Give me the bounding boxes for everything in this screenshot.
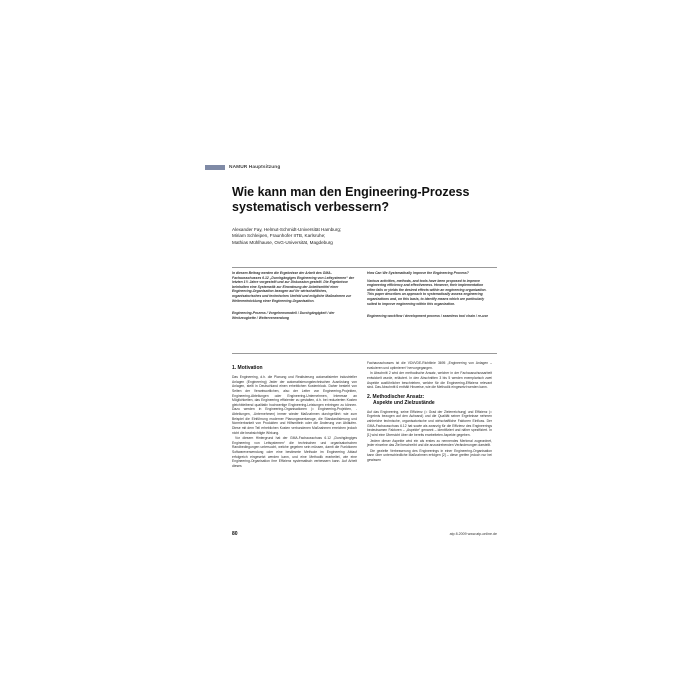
paragraph: Die gezielte Verbesserung des Engineerings in einer Engineering-Organisation kann über unterschiedliche Maßnahmen erfolgen [2] – diese greifen jedoch nur bei gewissen xyxy=(367,448,492,462)
paragraph: Fachausschusses ist die VDI/VDE-Richtlinie 3695 „Engineering von Anlagen – evaluieren und optimieren“ hervorgegangen. xyxy=(367,361,492,370)
article-title-line-2: systematisch verbessern? xyxy=(232,199,390,214)
abstract-english-title: How Can We Systematically Improve the Engineering Process? xyxy=(367,271,469,275)
paragraph: Vor diesem Hintergrund hat der GMA-Fachausschuss 6.12 „Durchgängiges Engineering von Leitsystemen“ die technischen und organisatorischen Randbedingungen untersucht, welche gegeben sein müssen, damit die Funktionen Softwareverwendung oder eine bestimmte Methode im Engineering Ablauf erfolgreich eingesetzt werden kann, und eine Methodik erarbeitet, wie eine Engineering-Organisation ihre Effizienz systematisch verbessern kann. Auf Arbeit dieses xyxy=(232,436,357,468)
abstract-german xyxy=(232,271,357,320)
author-3: Mathias Mühlhause, OvG-Universität, Magdeburg xyxy=(232,239,333,245)
page-number: 80 xyxy=(232,531,238,537)
abstract-english xyxy=(367,271,492,319)
article-title xyxy=(232,185,482,214)
body-column-left xyxy=(232,365,357,470)
heading-motivation: 1. Motivation xyxy=(232,365,263,371)
author-list xyxy=(232,227,341,246)
abstract-top-rule xyxy=(232,267,497,268)
heading-method xyxy=(367,394,492,406)
paragraph: Das Engineering, d.h. die Planung und Realisierung automatisierter industrieller Anlagen (Engineering) Jeder der automatisierungstechnischen Ausrüstung von Anlagen, stellt in Deutschland einen erheblichen Kostenblock. Daher besteht von Seiten der Verantwortlichen, also der Leiter von Engineering-Projekten, Engineering-Abteilungen oder Engineering-Unternehmen, Interesse an Möglichkeiten, das Engineering effizienter zu gestalten, d.h. bei reduzierten Kosten gleichbleibend qualitativ hochwertige Engineering-Leistungen erbringen zu können. Dazu werden in Engineering-Organisationen (= Engineering-Projekten, -Abteilungen, -Unternehmen) immer wieder Maßnahmen durchgeführt: wie zum Beispiel die Einführung moderner Planungswerkzeuge, die Standardisierung und Normierbarkeit von Produkten und Hilfsmitteln oder die Änderung von Abläufen. Diese mit dem Teil erheblichen Kosten verbundenen Maßnahmen erreichen jedoch nicht die beabsichtigte Wirkung. xyxy=(232,375,357,435)
journal-footer: atp 8.2009 www.atp-online.de xyxy=(449,532,497,536)
heading-method-line-2: Aspekte und Zielzustände xyxy=(373,399,435,406)
paragraph: Auf das Engineering, seine Effizienz (= Grad der Zielerreichung) und Effizienz (= Ergebnis bezogen auf den Aufwand) und die Qualität seiner Ergebnisse nehmen zahlreiche technische, organisatorische und wirtschaftliche Faktoren Einfluss. Der GMA-Fachausschuss 6.12 hat sowie als zwanzig für die Effizienz des Engineerings bedeutsamen Faktoren – „Aspekte“ genannt – identifiziert und näher spezifiziert. In [1] wird eine Übersicht über die bereits erarbeiteten Aspekte gegeben. xyxy=(367,409,492,437)
section-tag xyxy=(205,165,280,170)
section-color-bar xyxy=(205,165,225,170)
paragraph: Jedem dieser Aspekte wird ein als erstes zu nennendes Merkmal zugeordnet, jeder einzelne das Ziel beschreibt und die anzustrebenden Veränderungen darstellt. xyxy=(367,438,492,448)
journal-page xyxy=(205,165,500,535)
body-column-right xyxy=(367,361,492,464)
section-label: NAMUR Hauptsitzung xyxy=(229,165,281,170)
article-title-line-1: Wie kann man den Engineering-Prozess xyxy=(232,185,470,199)
paragraph: In Abschnitt 2 wird der methodische Ansatz, welcher in der Fachausschussarbeit entwickelt wurde, erläutert. In den Abschnitten 3 bis 5 werden exemplarisch zwei Aspekte ausführlicher beschrieben, welche für die Engineering-Effizienz relevant sind. Das Abschnitt 6 enthält Hinweise, wie die Methodik eingesetzt werden kann. xyxy=(367,371,492,390)
author-1: Alexander Fay, Helmut-Schmidt-Universität Hamburg; xyxy=(232,227,342,232)
author-2: Miriam Schleipen, Fraunhofer IITB, Karlsruhe; xyxy=(232,233,326,239)
heading-method-line-1: 2. Methodischer Ansatz: xyxy=(367,393,425,400)
abstract-bottom-rule xyxy=(232,353,497,354)
abstract-english-text: Various activities, methods, and tools have been proposed to improve engineering efficiency and effectiveness. However, their implementation often fails or yields the desired effects within an engineering organization. This paper describes an approach to systematically assess engineering organizations and, on this basis, to identify means which are particularly suited to improve engineering within this organization. xyxy=(367,278,487,306)
abstract-german-keywords: Engineering-Prozess / Vorgehensmodell / Durchgängigkeit / der Werkzeugkette / Weiterverwendung xyxy=(232,311,335,320)
abstract-english-keywords: Engineering workflow / development process / seamless tool chain / re-use xyxy=(367,314,488,319)
abstract-german-text: In diesem Beitrag werden die Ergebnisse der Arbeit des GMA-Fachausschusses 6.12 „Durchgängiges Engineering von Leitsystemen“ der letzten 1½ Jahre vorgestellt und zur Diskussion gestellt. Die Ergebnisse beinhalten eine Systematik zur Einordnung der Arbeitsmittel einer Engineering-Organisation bezogen auf ihr wirtschaftliches, organisatorisches und technisches Umfeld und mögliche Maßnahmen zur Weiterentwicklung einer Engineering-Organisation. xyxy=(232,271,355,303)
